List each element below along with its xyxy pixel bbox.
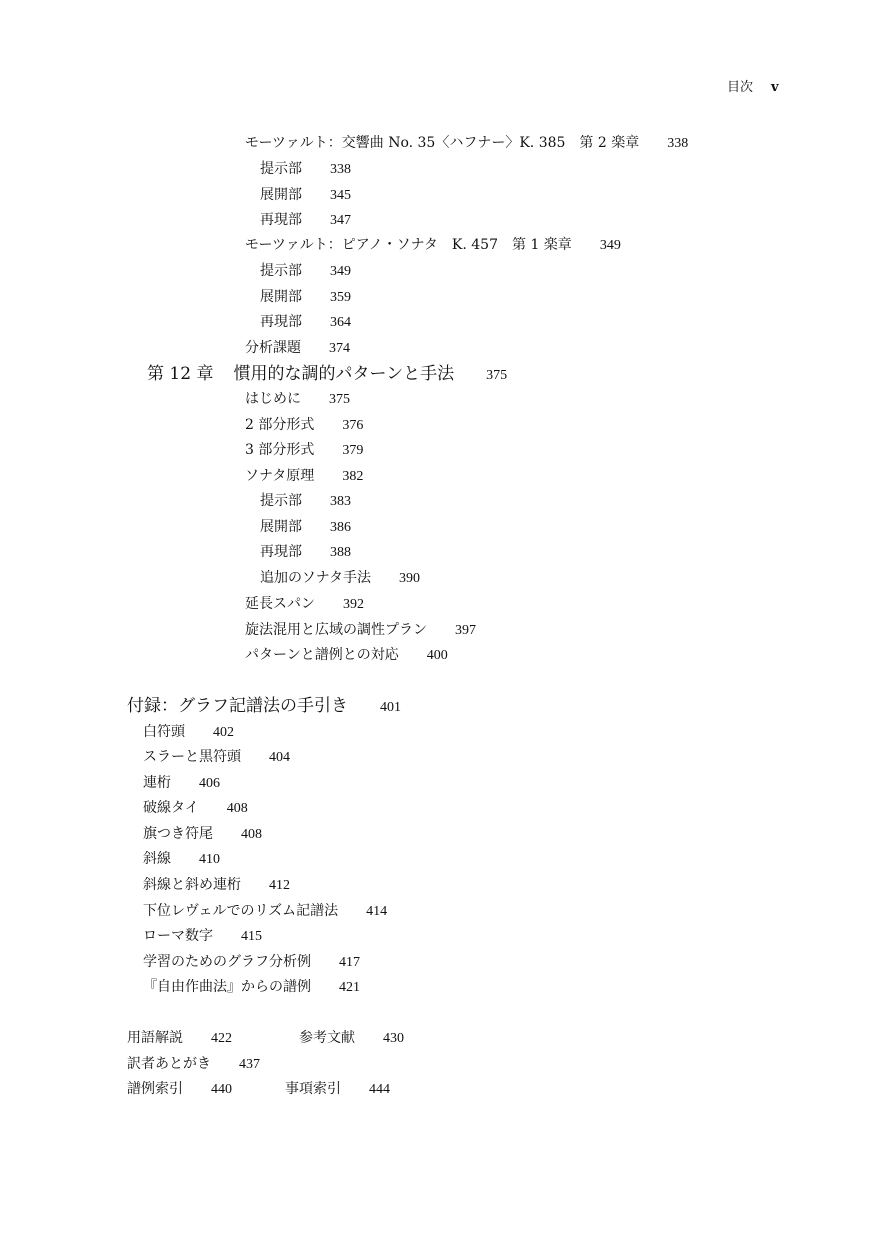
chapter-number: 第 12 章 — [147, 364, 214, 384]
toc-page-number: 383 — [330, 494, 351, 509]
toc-page-number: 375 — [486, 368, 508, 383]
toc-page-number: 444 — [369, 1082, 390, 1097]
toc-entry[interactable]: 再現部 364 — [260, 314, 351, 330]
toc-page-number: 406 — [199, 776, 220, 791]
toc-page-number: 338 — [330, 162, 351, 177]
toc-page-number: 408 — [226, 801, 248, 816]
toc-page-number: 375 — [329, 392, 350, 407]
toc-entry[interactable]: モーツァルト：ピアノ・ソナタ K. 457 第 1 楽章 349 — [245, 237, 621, 253]
toc-entry[interactable]: 訳者あとがき 437 — [127, 1056, 260, 1072]
toc-page-number: 401 — [380, 700, 401, 715]
toc-page-number: 379 — [342, 443, 364, 458]
toc-entry[interactable]: 下位レヴェルでのリズム記譜法 414 — [143, 903, 388, 919]
toc-page-number: 415 — [241, 929, 262, 944]
toc-page-number: 400 — [426, 648, 448, 663]
toc-entry[interactable]: 白符頭 402 — [143, 724, 234, 740]
toc-page-number: 422 — [211, 1031, 232, 1046]
toc-page-number: 392 — [343, 597, 364, 612]
toc-entry[interactable]: 再現部 388 — [260, 544, 351, 560]
toc-entry[interactable]: 譜例索引 440 — [127, 1081, 232, 1097]
toc-page-number: 349 — [330, 264, 351, 279]
toc-entry[interactable]: 斜線と斜め連桁 412 — [143, 877, 290, 893]
toc-entry[interactable]: 提示部 338 — [260, 161, 351, 177]
toc-page-number: 421 — [339, 980, 360, 995]
toc-entry[interactable]: 事項索引 444 — [285, 1081, 390, 1097]
toc-entry[interactable]: モーツァルト：交響曲 No. 35〈ハフナー〉K. 385 第 2 楽章 338 — [245, 135, 689, 151]
toc-entry[interactable]: 旗つき符尾 408 — [143, 826, 262, 842]
header-page-number: v — [771, 80, 779, 95]
toc-page-number: 349 — [599, 238, 621, 253]
toc-entry[interactable]: 斜線 410 — [143, 851, 220, 867]
toc-entry[interactable]: 延長スパン 392 — [245, 596, 364, 612]
appendix-title: 付録：グラフ記譜法の手引き — [127, 696, 348, 716]
toc-page-number: 414 — [366, 904, 388, 919]
toc-page-number: 338 — [667, 136, 689, 151]
toc-page-number: 376 — [342, 418, 364, 433]
toc-appendix-entry[interactable] — [127, 696, 401, 718]
toc-entry[interactable]: 連桁 406 — [143, 775, 220, 791]
toc-page-number: 404 — [269, 750, 290, 765]
toc-page-number: 412 — [269, 878, 290, 893]
toc-page-number: 374 — [329, 341, 350, 356]
toc-page-number: 430 — [383, 1031, 404, 1046]
toc-page-number: 345 — [330, 188, 351, 203]
running-header — [727, 76, 779, 95]
toc-entry[interactable]: 分析課題 374 — [245, 340, 350, 356]
header-title: 目次 — [727, 80, 754, 95]
toc-page-number: 386 — [330, 520, 351, 535]
toc-entry[interactable]: 破線タイ 408 — [143, 800, 248, 816]
toc-entry[interactable]: 展開部 345 — [260, 187, 351, 203]
toc-entry[interactable]: 2 部分形式 376 — [245, 417, 364, 433]
toc-page-number: 402 — [213, 725, 234, 740]
toc-page-number: 408 — [241, 827, 262, 842]
toc-entry[interactable]: 再現部 347 — [260, 212, 351, 228]
toc-entry[interactable]: 展開部 359 — [260, 289, 351, 305]
toc-page-number: 397 — [455, 623, 476, 638]
toc-page-number: 359 — [330, 290, 351, 305]
toc-chapter-entry[interactable] — [147, 364, 507, 386]
toc-page-number: 388 — [330, 545, 351, 560]
toc-entry[interactable]: 用語解説 422 — [127, 1030, 232, 1046]
toc-entry[interactable]: スラーと黒符頭 404 — [143, 749, 290, 765]
chapter-title: 慣用的な調的パターンと手法 — [233, 364, 455, 384]
toc-entry[interactable]: 3 部分形式 379 — [245, 442, 364, 458]
toc-entry[interactable]: 追加のソナタ手法 390 — [260, 570, 421, 586]
toc-page-number: 347 — [330, 213, 351, 228]
toc-page-number: 440 — [211, 1082, 232, 1097]
toc-entry[interactable]: 展開部 386 — [260, 519, 351, 535]
toc-page-number: 390 — [399, 571, 421, 586]
toc-page-number: 437 — [239, 1057, 260, 1072]
toc-page-number: 382 — [342, 469, 364, 484]
toc-entry[interactable]: 『自由作曲法』からの譜例 421 — [143, 979, 360, 995]
toc-page-number: 417 — [339, 955, 360, 970]
toc-entry[interactable]: 学習のためのグラフ分析例 417 — [143, 954, 360, 970]
toc-entry[interactable]: 参考文献 430 — [299, 1030, 404, 1046]
toc-entry[interactable]: ソナタ原理 382 — [245, 468, 364, 484]
toc-page-number: 364 — [330, 315, 351, 330]
toc-entry[interactable]: ローマ数字 415 — [143, 928, 262, 944]
toc-page-number: 410 — [199, 852, 220, 867]
toc-entry[interactable]: パターンと譜例との対応 400 — [245, 647, 448, 663]
toc-entry[interactable]: 旋法混用と広域の調性プラン 397 — [245, 622, 476, 638]
toc-entry[interactable]: 提示部 383 — [260, 493, 351, 509]
toc-entry[interactable]: 提示部 349 — [260, 263, 351, 279]
toc-entry[interactable]: はじめに 375 — [245, 391, 350, 407]
